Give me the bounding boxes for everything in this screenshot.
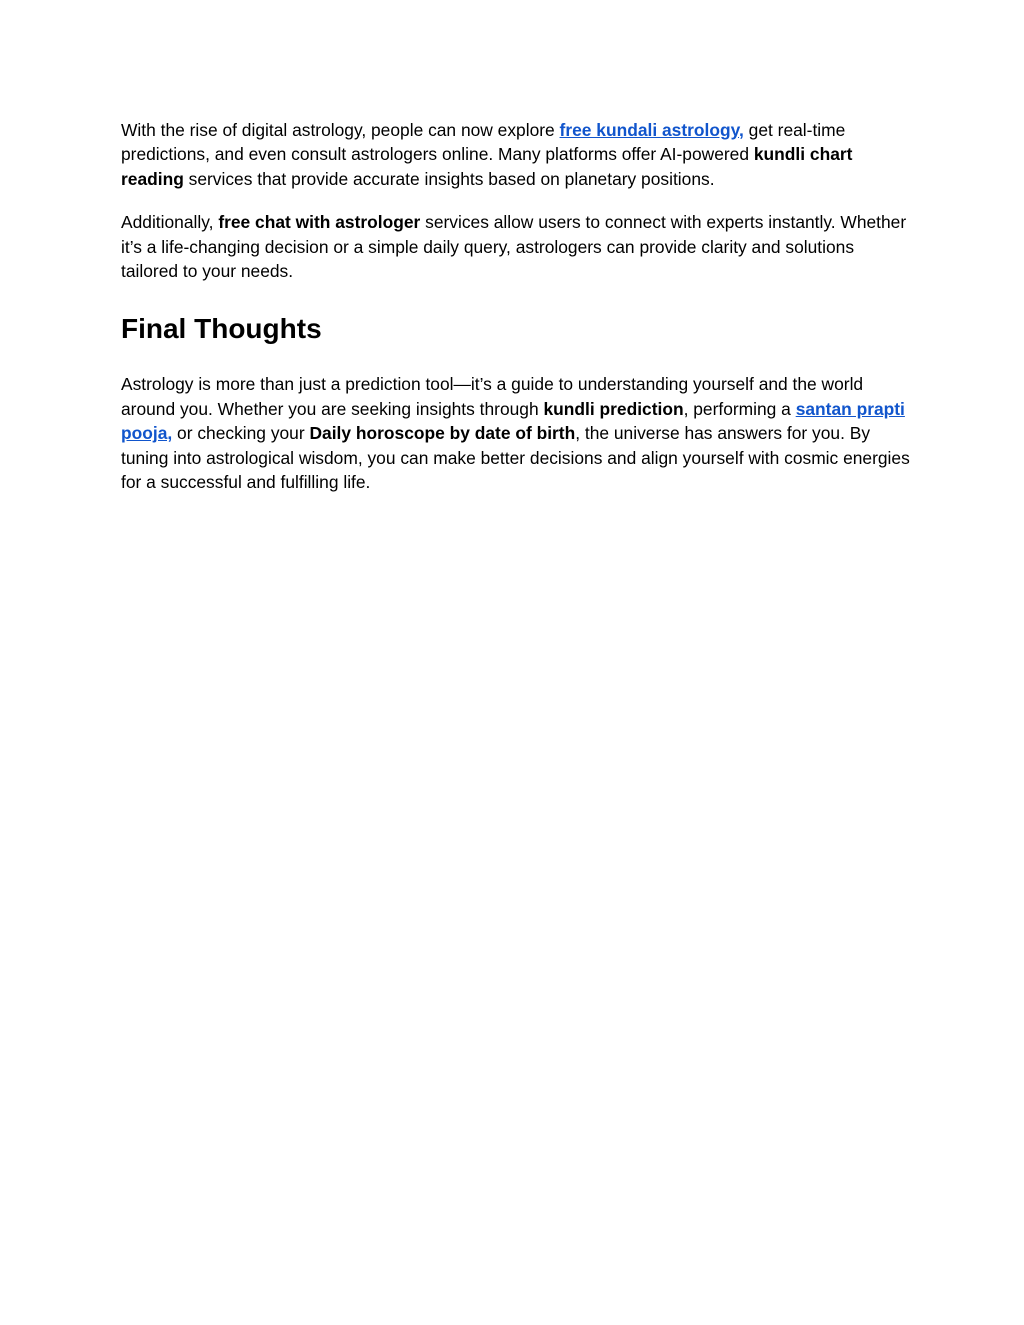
text: get real-time predictions, and even consult astrologers online. Many platforms offer AI-powered xyxy=(121,120,846,165)
link-comma: , xyxy=(738,120,744,140)
text: services that provide accurate insights based on planetary positions. xyxy=(183,168,715,189)
heading-final-thoughts: Final Thoughts xyxy=(121,313,322,345)
text: , performing a xyxy=(683,398,796,419)
bold-kundli-prediction: kundli prediction xyxy=(543,398,684,419)
link-santan-prapti-pooja[interactable]: santan prapti pooja, xyxy=(121,398,905,444)
link-free-kundali-astrology[interactable] xyxy=(560,120,744,140)
bold-daily-horoscope: Daily horoscope by date of birth xyxy=(309,423,576,444)
text: , the universe has answers for you. By tuning into astrological wisdom, you can make better decisions and align yourself with cosmic energies for a successful and fulfilling life. xyxy=(121,423,910,493)
text: or checking your xyxy=(172,423,310,444)
text: Astrology is more than just a prediction tool—it’s a guide to understanding yourself and the world around you. Whether you are seeking insights through xyxy=(121,374,864,419)
text: services allow users to connect with experts instantly. Whether it’s a life-changing decision or a simple daily query, astrologers can provide clarity and solutions tailored to your needs. xyxy=(121,212,907,282)
paragraph-final-thoughts xyxy=(121,372,911,494)
link-label: free kundali astrology xyxy=(559,120,739,140)
bold-free-chat-with-astrologer: free chat with astrologer xyxy=(218,212,421,233)
bold-kundli-chart-reading: kundli chart reading xyxy=(121,144,853,189)
text: Additionally, xyxy=(121,212,219,233)
text: With the rise of digital astrology, people can now explore xyxy=(121,120,560,140)
paragraph-free-chat xyxy=(121,210,911,283)
paragraph-digital-astrology xyxy=(121,118,911,191)
document-page xyxy=(121,118,911,494)
